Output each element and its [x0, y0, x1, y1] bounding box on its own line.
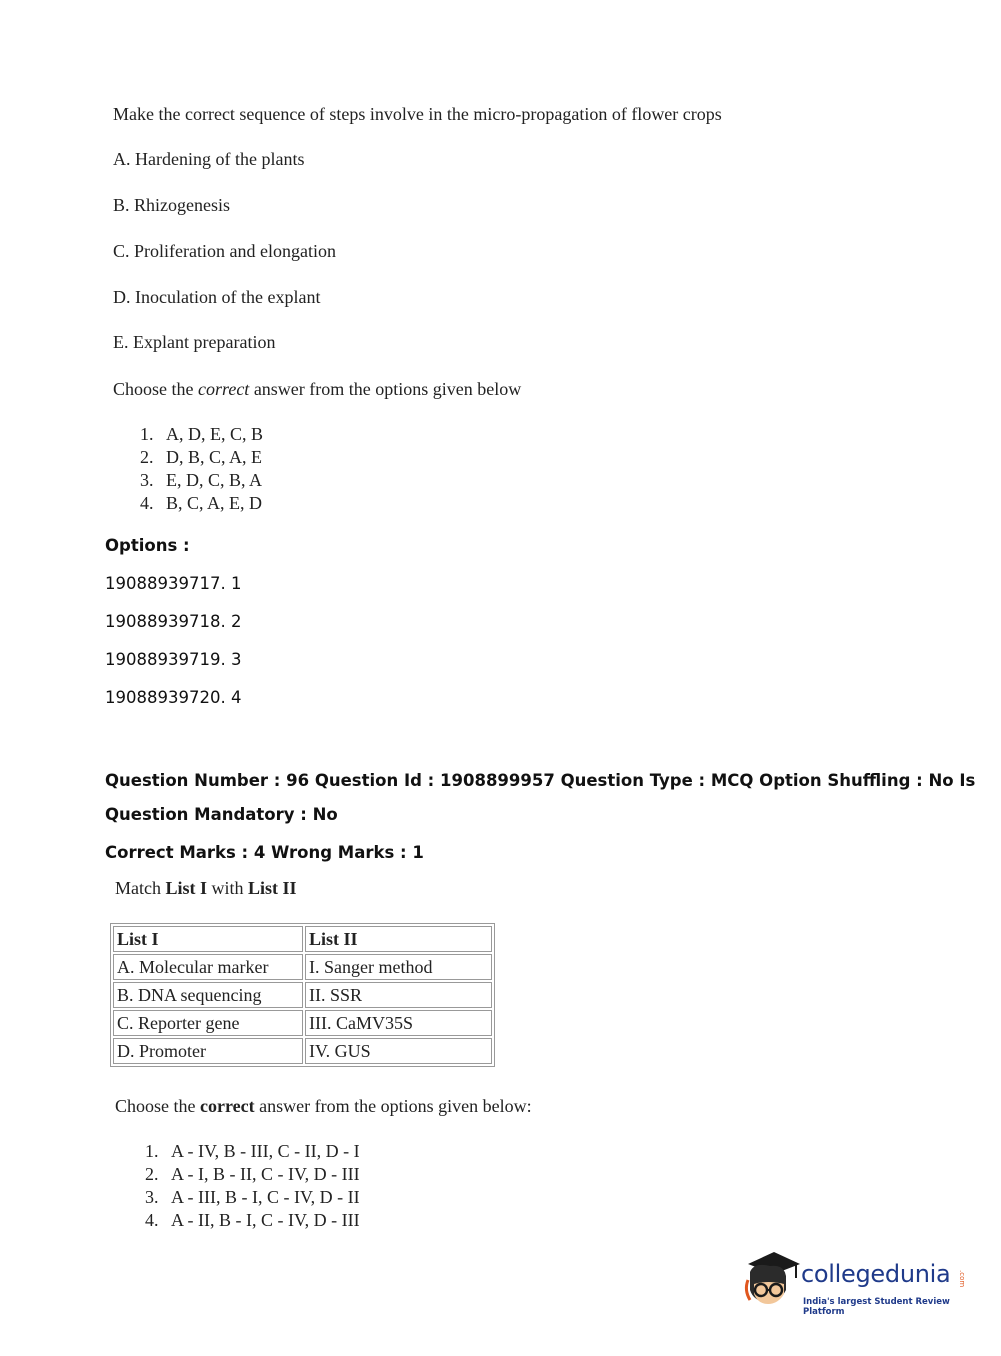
brand-dotcom: .com	[958, 1270, 966, 1288]
table-cell: IV. GUS	[305, 1038, 492, 1064]
answer-number: 4.	[140, 493, 154, 513]
answer-option	[145, 1209, 360, 1232]
table-cell: D. Promoter	[113, 1038, 303, 1064]
match-list1: List I	[165, 878, 207, 898]
table-cell: A. Molecular marker	[113, 954, 303, 980]
choose-instruction-2	[115, 1096, 532, 1117]
answer-number: 1.	[140, 424, 154, 444]
step-item-c: C. Proliferation and elongation	[113, 241, 336, 261]
choose-prefix: Choose the	[115, 1096, 200, 1116]
choose-instruction	[113, 379, 521, 400]
answer-option	[145, 1140, 360, 1163]
choose-emphasis: correct	[200, 1096, 255, 1116]
table-cell: I. Sanger method	[305, 954, 492, 980]
brand-tagline: India's largest Student Review Platform	[803, 1297, 950, 1317]
answer-option	[140, 446, 263, 469]
step-item-d: D. Inoculation of the explant	[113, 287, 321, 307]
match-prefix: Match	[115, 878, 166, 898]
choose-suffix: answer from the options given below	[249, 379, 522, 399]
answer-list-2	[145, 1140, 360, 1232]
answer-text: A - III, B - I, C - IV, D - II	[171, 1187, 360, 1207]
collegedunia-logo[interactable]	[740, 1250, 970, 1320]
answer-text: B, C, A, E, D	[166, 493, 263, 513]
match-instruction	[115, 878, 297, 899]
step-item-a: A. Hardening of the plants	[113, 149, 305, 169]
answer-option	[140, 492, 263, 515]
answer-number: 3.	[145, 1187, 159, 1207]
answer-option	[145, 1163, 360, 1186]
answer-text: D, B, C, A, E	[166, 447, 263, 467]
choose-emphasis: correct	[198, 379, 250, 399]
question-mandatory: Question Mandatory : No	[105, 805, 338, 824]
mascot-icon	[740, 1250, 802, 1320]
brand-name: collegedunia	[801, 1260, 951, 1288]
match-table	[110, 923, 495, 1067]
step-item-b: B. Rhizogenesis	[113, 195, 230, 215]
answer-text: E, D, C, B, A	[166, 470, 263, 490]
table-cell: C. Reporter gene	[113, 1010, 303, 1036]
answer-number: 1.	[145, 1141, 159, 1161]
table-row	[113, 1010, 492, 1036]
answer-text: A - IV, B - III, C - II, D - I	[171, 1141, 360, 1161]
answer-option	[140, 423, 263, 446]
choose-prefix: Choose the	[113, 379, 198, 399]
step-item-e: E. Explant preparation	[113, 332, 276, 352]
table-cell: III. CaMV35S	[305, 1010, 492, 1036]
answer-text: A - I, B - II, C - IV, D - III	[171, 1164, 360, 1184]
answer-option	[145, 1186, 360, 1209]
answer-text: A - II, B - I, C - IV, D - III	[171, 1210, 360, 1230]
table-header-cell: List I	[113, 926, 303, 952]
answer-number: 4.	[145, 1210, 159, 1230]
option-id-3: 19088939719. 3	[105, 650, 242, 669]
table-row	[113, 954, 492, 980]
table-row	[113, 1038, 492, 1064]
answer-option	[140, 469, 263, 492]
answer-list	[140, 423, 263, 515]
table-cell: II. SSR	[305, 982, 492, 1008]
table-cell: B. DNA sequencing	[113, 982, 303, 1008]
answer-text: A, D, E, C, B	[166, 424, 264, 444]
match-list2: List II	[248, 878, 297, 898]
table-header-cell: List II	[305, 926, 492, 952]
choose-suffix: answer from the options given below:	[254, 1096, 532, 1116]
answer-number: 2.	[145, 1164, 159, 1184]
question-meta: Question Number : 96 Question Id : 1908899957 Question Type : MCQ Option Shuffling : No Is	[105, 771, 976, 790]
question-marks: Correct Marks : 4 Wrong Marks : 1	[105, 843, 424, 862]
answer-number: 3.	[140, 470, 154, 490]
question-stem: Make the correct sequence of steps involve in the micro-propagation of flower crops	[113, 104, 722, 124]
options-label: Options :	[105, 536, 190, 555]
option-id-4: 19088939720. 4	[105, 688, 242, 707]
table-header-row	[113, 926, 492, 952]
option-id-2: 19088939718. 2	[105, 612, 242, 631]
answer-number: 2.	[140, 447, 154, 467]
table-row	[113, 982, 492, 1008]
match-with: with	[207, 878, 249, 898]
option-id-1: 19088939717. 1	[105, 574, 242, 593]
